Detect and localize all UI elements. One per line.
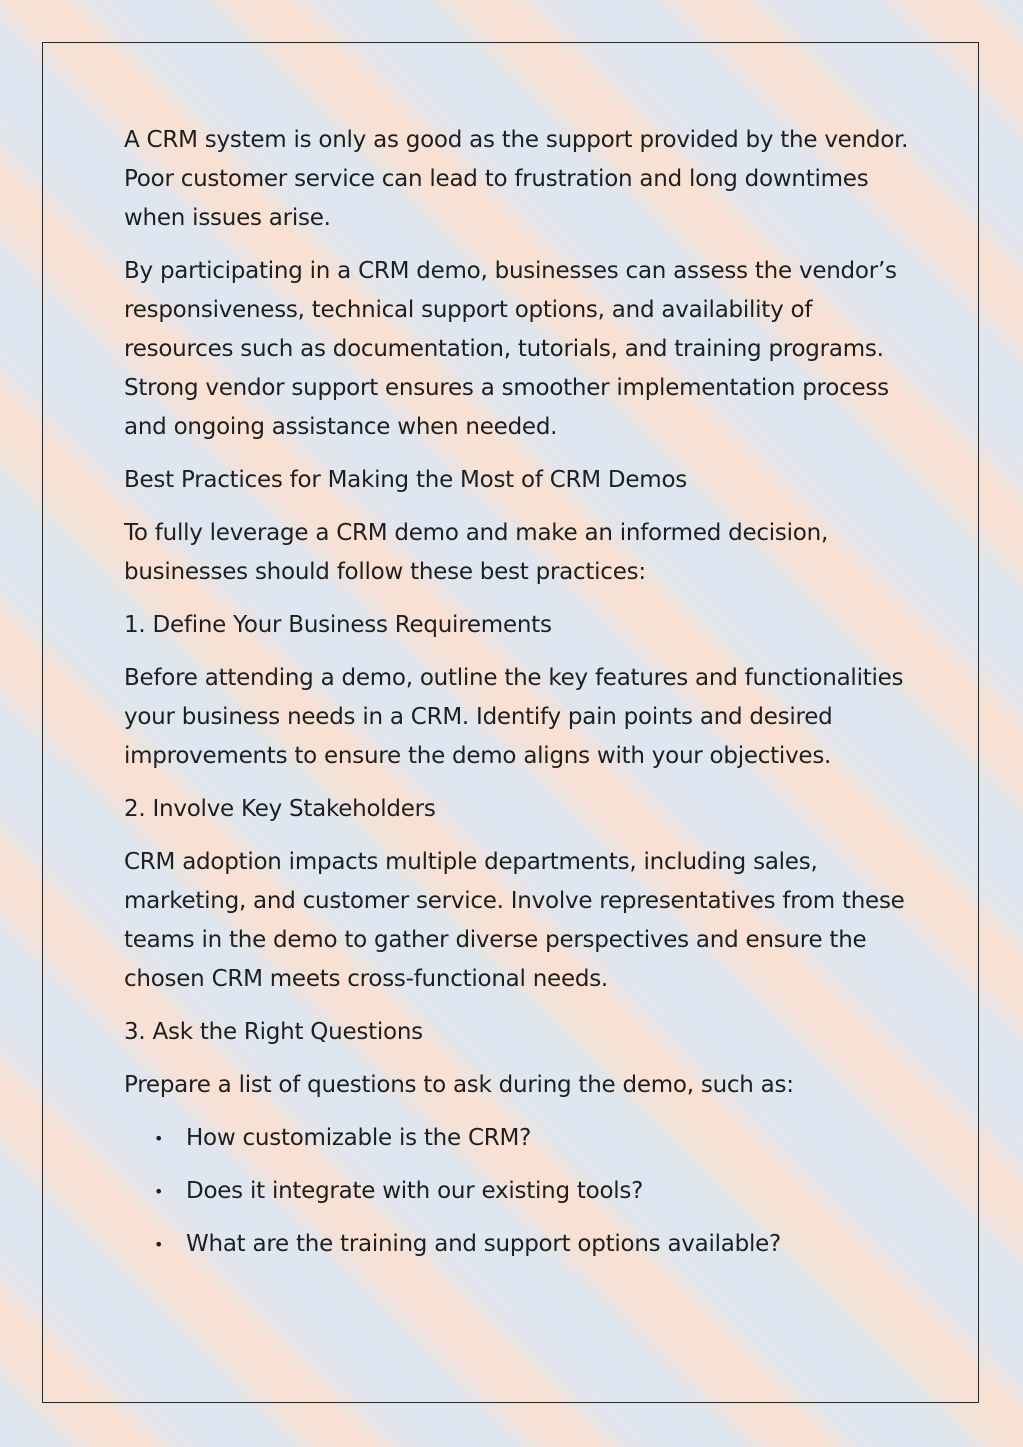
section-heading-best-practices: Best Practices for Making the Most of CRM Demos	[124, 467, 688, 493]
step-heading-define-requirements: 1. Define Your Business Requirements	[124, 612, 552, 638]
list-item	[124, 1119, 914, 1158]
list-item	[124, 1172, 914, 1211]
list-item	[124, 1225, 914, 1264]
step-heading-ask-questions: 3. Ask the Right Questions	[124, 1019, 423, 1045]
list-item-text: What are the training and support options available?	[186, 1231, 781, 1257]
question-list	[124, 1119, 914, 1264]
document-body	[124, 121, 914, 1278]
paragraph-best-practices-intro: To fully leverage a CRM demo and make an informed decision, businesses should follow these best practices:	[124, 520, 828, 585]
paragraph-demo-assessment: By participating in a CRM demo, businesses can assess the vendor’s responsiveness, technical support options, and availability of resources such as documentation, tutorials, and training programs. Strong vendor support ensures a smoother implementation process and ongoing assistance when needed.	[124, 258, 897, 440]
bullet-icon: •	[154, 1182, 164, 1201]
paragraph-define-requirements: Before attending a demo, outline the key features and functionalities your business needs in a CRM. Identify pain points and desired improvements to ensure the demo aligns with your objectives.	[124, 665, 904, 769]
bullet-icon: •	[154, 1235, 164, 1254]
list-item-text: Does it integrate with our existing tools?	[186, 1178, 644, 1204]
list-item-text: How customizable is the CRM?	[186, 1125, 532, 1151]
step-heading-involve-stakeholders: 2. Involve Key Stakeholders	[124, 796, 436, 822]
paragraph-involve-stakeholders: CRM adoption impacts multiple departments, including sales, marketing, and customer service. Involve representatives from these teams in the demo to gather diverse perspectives and ensure the chosen CRM meets cross-functional needs.	[124, 849, 905, 992]
paragraph-questions-intro: Prepare a list of questions to ask during the demo, such as:	[124, 1072, 794, 1098]
paragraph-vendor-support: A CRM system is only as good as the support provided by the vendor. Poor customer service can lead to frustration and long downtimes when issues arise.	[124, 127, 909, 231]
bullet-icon: •	[154, 1129, 164, 1148]
